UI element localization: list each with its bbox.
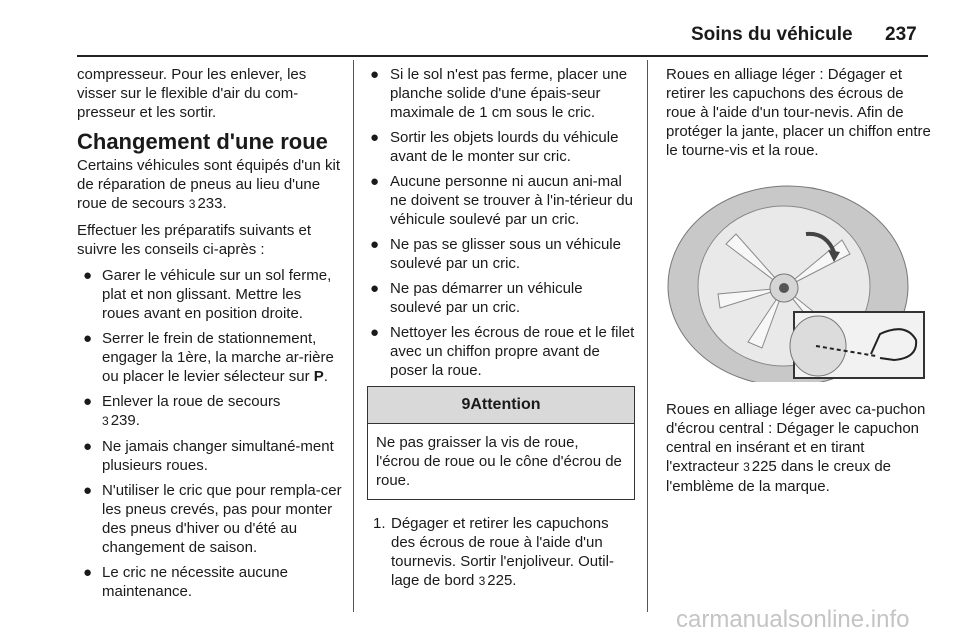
list-item-text: Ne pas se glisser sous un véhicule soulevé par un cric. <box>390 236 621 272</box>
bullet-icon: ● <box>370 129 380 146</box>
watermark: carmanualsonline.info <box>676 606 910 633</box>
bullet-icon: ● <box>370 236 380 253</box>
page-ref-link[interactable]: 233. <box>197 195 227 212</box>
column-divider-1 <box>353 60 354 612</box>
list-item <box>367 172 635 229</box>
column-3 <box>666 65 931 496</box>
wheel-hubcap-icon <box>666 174 928 382</box>
page-ref-arrow-icon: 3 <box>478 574 486 588</box>
list-item <box>367 323 635 380</box>
page-number: 237 <box>885 24 917 45</box>
list-item-end: . <box>323 368 328 385</box>
bullet-icon: ● <box>370 173 380 190</box>
bullet-icon: ● <box>370 280 380 297</box>
list-item-text: Sortir les objets lourds du véhicule avant de le monter sur cric. <box>390 129 619 165</box>
paragraph-text: Roues en alliage léger avec ca-puchon d'écrou central : Dégager le capuchon central en insérant et en tirant l'extracteur <box>666 401 926 475</box>
column-1 <box>77 65 342 607</box>
list-item <box>77 329 342 386</box>
page-ref-link[interactable]: 225. <box>487 572 517 589</box>
paragraph-alloy-wheels: Roues en alliage léger : Dégager et retirer les capuchons des écrous de roue à l'aide d'un tour-nevis. Afin de protéger la jante, placer un chiffon entre le tourne-vis et la roue. <box>666 66 931 159</box>
list-item-text: Si le sol n'est pas ferme, placer une planche solide d'une épais-seur maximale de 1 cm sous le cric. <box>390 66 628 121</box>
list-item-text: Ne pas démarrer un véhicule soulevé par un cric. <box>390 280 583 316</box>
bullet-icon: ● <box>83 438 93 455</box>
step-text: Dégager et retirer les capuchons des écrous de roue à l'aide d'un tournevis. Sortir l'enjoliveur. Outil-lage de bord <box>391 515 614 589</box>
step-number: 1. <box>373 515 386 532</box>
column-divider-2 <box>647 60 648 612</box>
bullet-icon: ● <box>83 330 93 347</box>
list-item <box>77 392 342 431</box>
warning-icon: 9 <box>461 396 471 413</box>
attention-box <box>367 386 635 500</box>
paragraph-text: Certains véhicules sont équipés d'un kit de réparation de pneus au lieu d'une roue de secours <box>77 157 341 212</box>
list-item-text: Ne jamais changer simultané-ment plusieurs roues. <box>102 438 334 474</box>
header-rule <box>77 55 928 57</box>
header-title: Soins du véhicule <box>691 24 853 45</box>
intro-paragraph: compresseur. Pour les enlever, les visser sur le flexible d'air du com-presseur et les sortir. <box>77 66 307 121</box>
list-item <box>367 65 635 122</box>
list-item <box>77 266 342 323</box>
bullet-icon: ● <box>83 482 93 499</box>
paragraph-preparations: Effectuer les préparatifs suivants et suivre les conseils ci-après : <box>77 222 312 258</box>
section-heading: Changement d'une roue <box>77 129 328 154</box>
page-ref-arrow-icon: 3 <box>188 197 196 211</box>
list-item <box>77 563 342 601</box>
preparation-list <box>77 266 342 601</box>
list-item <box>367 279 635 317</box>
list-item-text: Aucune personne ni aucun ani-mal ne doivent se trouver à l'in-térieur du véhicule soulevé par un cric. <box>390 173 633 228</box>
list-item <box>77 437 342 475</box>
page-ref-link[interactable]: 239. <box>110 412 140 429</box>
page-ref-arrow-icon: 3 <box>102 414 109 428</box>
bullet-icon: ● <box>370 66 380 83</box>
safety-list <box>367 65 635 380</box>
page-ref-arrow-icon: 3 <box>743 460 750 474</box>
list-item-text: N'utiliser le cric que pour rempla-cer les pneus crevés, pas pour monter des pneus d'hiver ou d'été au changement de saison. <box>102 482 342 556</box>
list-item-text: Serrer le frein de stationnement, engager la 1ère, la marche ar-rière ou placer le levier sélecteur sur <box>102 330 334 385</box>
list-item-text: Garer le véhicule sur un sol ferme, plat et non glissant. Mettre les roues avant en position droite. <box>102 267 332 322</box>
bullet-icon: ● <box>83 267 93 284</box>
attention-title: Attention <box>470 396 541 413</box>
list-item <box>77 481 342 557</box>
list-item <box>367 128 635 166</box>
attention-body: Ne pas graisser la vis de roue, l'écrou de roue ou le cône d'écrou de roue. <box>376 434 622 489</box>
column-2 <box>367 65 635 591</box>
bullet-icon: ● <box>83 393 93 410</box>
list-item-text: Enlever la roue de secours <box>102 393 281 410</box>
wheel-illustration <box>666 174 928 382</box>
bullet-icon: ● <box>370 324 380 341</box>
paragraph-center-cap <box>666 400 931 496</box>
step-item <box>367 514 635 591</box>
list-item-text: Le cric ne nécessite aucune maintenance. <box>102 564 288 600</box>
list-item <box>367 235 635 273</box>
bullet-icon: ● <box>83 564 93 581</box>
page-ref-link[interactable]: 225 dans le creux de l'emblème de la marque. <box>666 458 892 495</box>
attention-header <box>368 387 634 424</box>
steps-list <box>367 514 635 591</box>
gear-position-label: P <box>313 368 324 385</box>
list-item-text: Nettoyer les écrous de roue et le filet avec un chiffon propre avant de poser la roue. <box>390 324 635 379</box>
paragraph-spare-wheel <box>77 156 342 214</box>
